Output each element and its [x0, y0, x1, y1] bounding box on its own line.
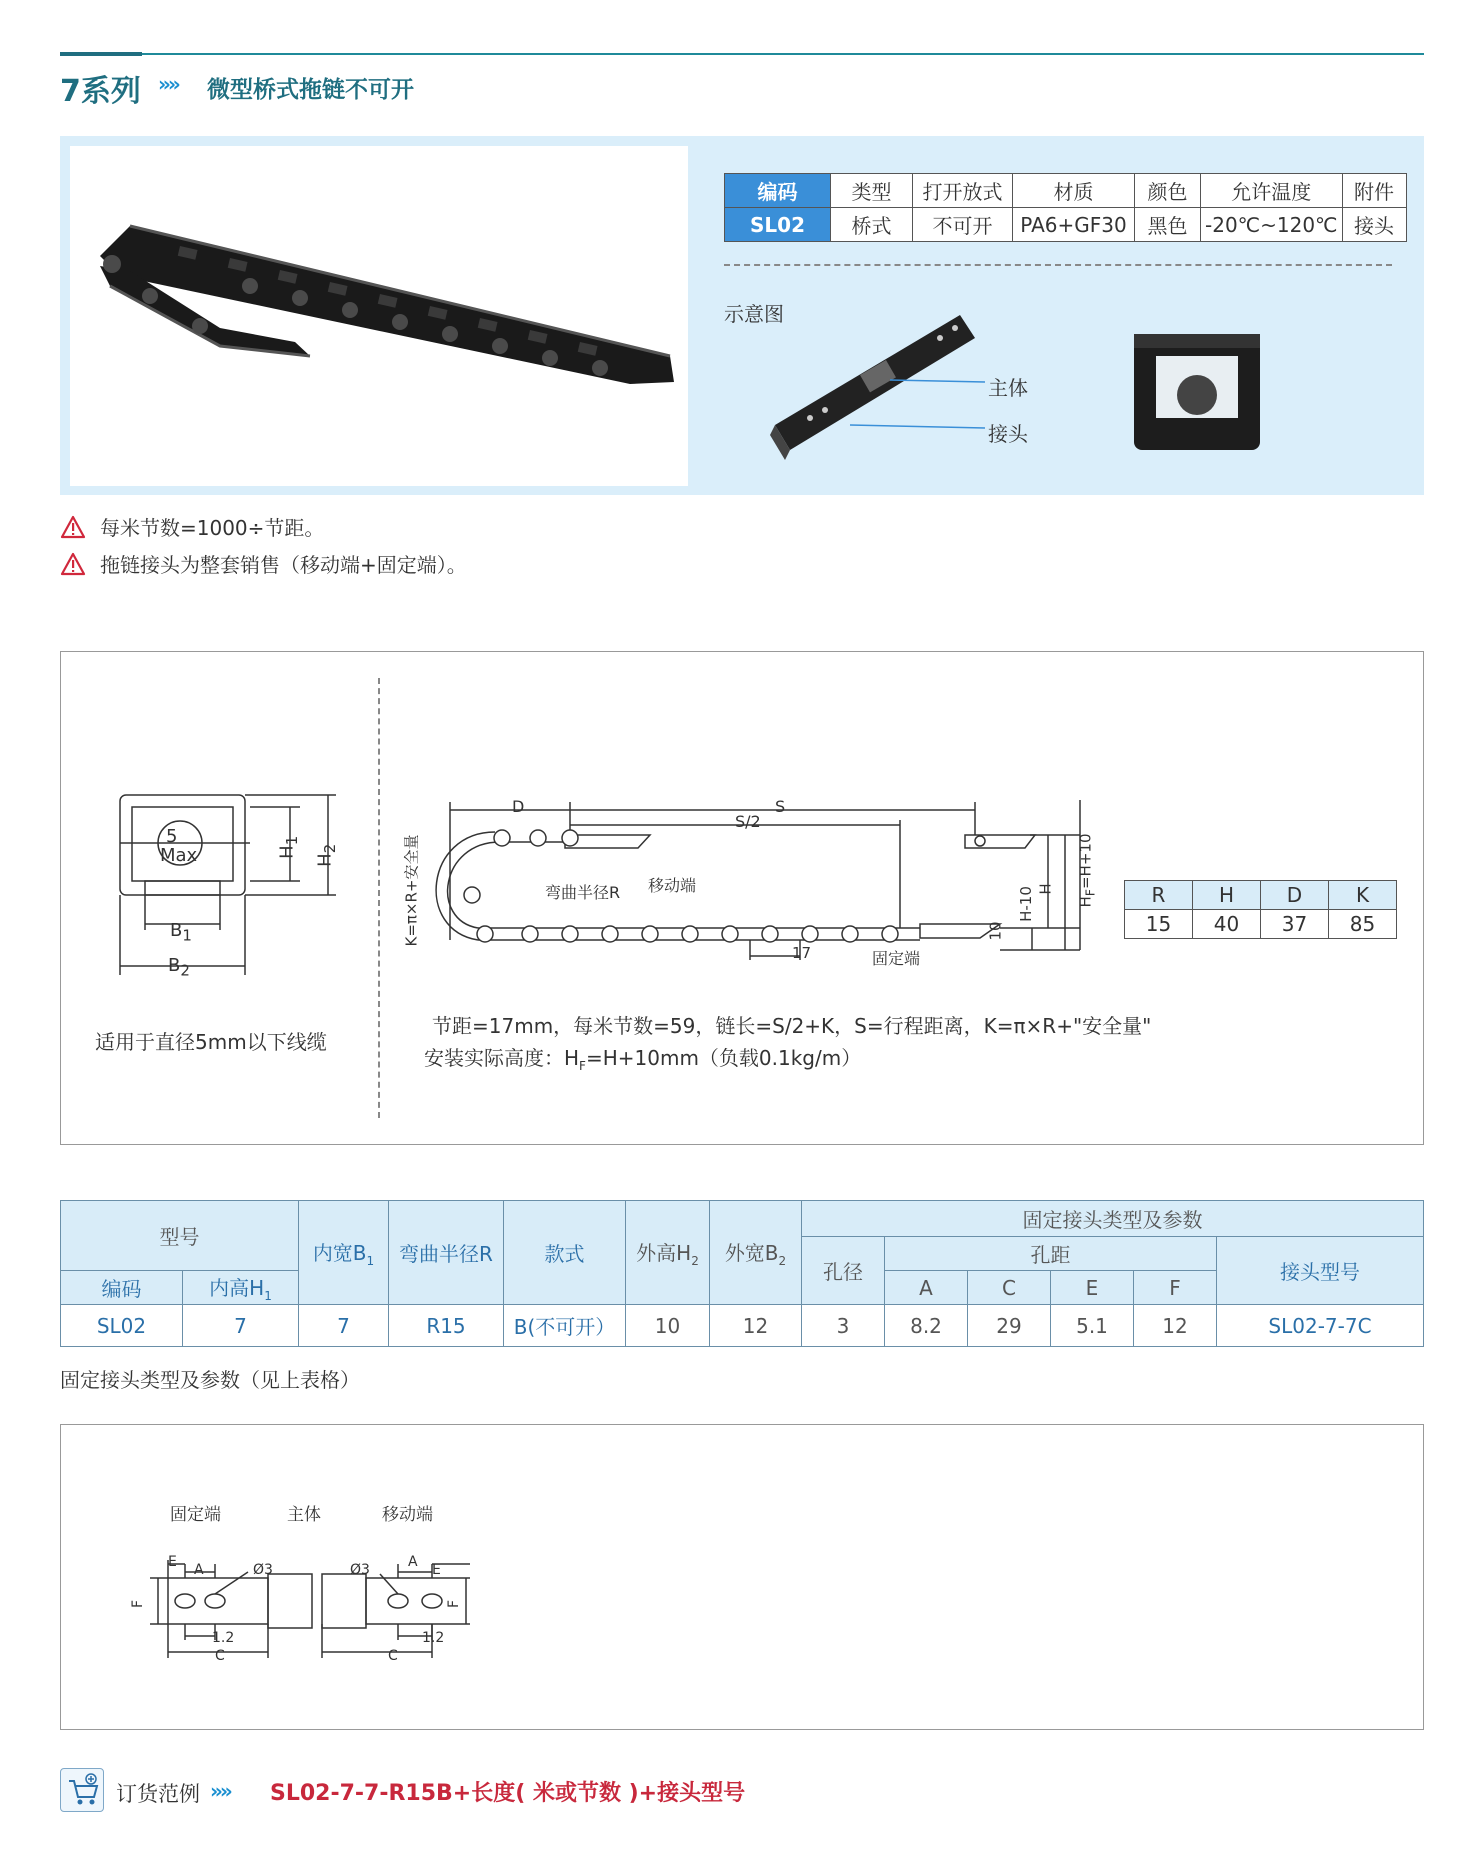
rhdk-header-r: R — [1125, 881, 1193, 910]
label-moving: 移动端 — [648, 876, 697, 895]
header-outer-width-main: 外宽B — [724, 1241, 779, 1265]
rhdk-value-r: 15 — [1125, 910, 1193, 939]
rhdk-value-h: 40 — [1193, 910, 1261, 939]
header-bend-radius: 弯曲半径R — [389, 1201, 504, 1305]
header-outer-height-sub: 2 — [691, 1254, 699, 1268]
label-phi3-left: Ø3 — [253, 1562, 273, 1578]
label-1-2-right: 1.2 — [422, 1630, 445, 1646]
label-phi3-right: Ø3 — [350, 1562, 370, 1578]
model-table-header-row-1 — [61, 1201, 1424, 1237]
label-h-10: H-10 — [1016, 886, 1035, 922]
label-k: K=π×R+安全量 — [402, 834, 421, 947]
joint-drawing — [130, 1540, 470, 1680]
cell-outer-height: 10 — [626, 1305, 710, 1347]
formula-height — [424, 1042, 861, 1073]
label-e-right: E — [432, 1562, 441, 1578]
diagram-divider — [378, 678, 380, 1118]
series-title: 7系列 — [60, 74, 141, 109]
label-a-left: A — [194, 1562, 204, 1578]
label-d: D — [512, 797, 525, 816]
label-b2 — [168, 955, 190, 980]
header-inner-width-sub: 1 — [366, 1254, 375, 1268]
header-hole-dia: 孔径 — [802, 1237, 885, 1305]
label-e-left: E — [168, 1554, 177, 1570]
chevrons-icon: »» — [158, 72, 178, 96]
label-b2-sub: 2 — [180, 961, 190, 980]
spec-header-temp: 允许温度 — [1201, 174, 1343, 208]
annotation-joint: 接头 — [988, 422, 1028, 446]
rhdk-header-d: D — [1261, 881, 1329, 910]
spec-table — [724, 173, 1407, 242]
max-label-num: 5 — [166, 826, 178, 847]
formula-pitch: 节距=17mm，每米节数=59，链长=S/2+K，S=行程距离，K=π×R+"安全量" — [432, 1014, 1152, 1038]
label-10: 10 — [986, 921, 1005, 941]
header-outer-height-main: 外高H — [636, 1241, 692, 1265]
rhdk-value-k: 85 — [1329, 910, 1397, 939]
header-rule — [142, 53, 1424, 55]
header-fixed-group: 固定接头类型及参数 — [802, 1201, 1424, 1237]
spec-value-color: 黑色 — [1135, 208, 1201, 242]
annotation-body: 主体 — [988, 376, 1028, 400]
label-b1 — [170, 920, 192, 945]
header-code: 编码 — [61, 1271, 183, 1305]
header-e: E — [1051, 1271, 1134, 1305]
header-outer-width-sub: 2 — [778, 1254, 787, 1268]
formula-height-pre: 安装实际高度：H — [424, 1046, 580, 1070]
rhdk-value-d: 37 — [1261, 910, 1329, 939]
cell-inner-width: 7 — [299, 1305, 389, 1347]
cell-code: SL02 — [61, 1305, 183, 1347]
rhdk-table — [1124, 880, 1397, 939]
label-hf — [1077, 834, 1098, 908]
spec-value-code: SL02 — [725, 208, 831, 242]
header-inner-height-main: 内高H — [209, 1276, 265, 1300]
label-bend: 弯曲半径R — [545, 883, 621, 902]
label-pitch: 17 — [792, 944, 812, 962]
header-inner-width-main: 内宽B — [312, 1241, 367, 1265]
table-row — [61, 1305, 1424, 1347]
cell-style: B(不可开） — [504, 1305, 626, 1347]
spec-header-code: 编码 — [725, 174, 831, 208]
header-hole-pitch: 孔距 — [885, 1237, 1217, 1271]
cable-chain-photo — [70, 146, 688, 486]
cell-a: 8.2 — [885, 1305, 968, 1347]
label-b1-main: B — [170, 920, 183, 941]
product-photo — [70, 146, 688, 486]
formula-height-sub: F — [579, 1059, 586, 1073]
cell-e: 5.1 — [1051, 1305, 1134, 1347]
header-joint-model: 接头型号 — [1217, 1237, 1424, 1305]
cell-f: 12 — [1134, 1305, 1217, 1347]
cart-icon — [60, 1768, 104, 1812]
label-f-left: F — [130, 1599, 147, 1609]
rhdk-header-k: K — [1329, 881, 1397, 910]
cell-inner-height: 7 — [183, 1305, 299, 1347]
label-b1-sub: 1 — [182, 926, 192, 945]
header-c: C — [968, 1271, 1051, 1305]
rhdk-header-row — [1125, 881, 1397, 910]
page-subtitle: 微型桥式拖链不可开 — [207, 77, 414, 103]
spec-value-type: 桥式 — [831, 208, 913, 242]
label-h1-sub: 1 — [282, 835, 301, 846]
label-b2-main: B — [168, 955, 181, 976]
dashed-divider — [724, 264, 1392, 266]
order-label: 订货范例 — [116, 1782, 200, 1806]
note-1 — [60, 512, 324, 541]
cell-hole-dia: 3 — [802, 1305, 885, 1347]
label-c-left: C — [215, 1648, 225, 1664]
header-inner-height-sub: 1 — [264, 1289, 272, 1303]
spec-value-open: 不可开 — [913, 208, 1013, 242]
rhdk-value-row — [1125, 910, 1397, 939]
label-1-2-left: 1.2 — [212, 1630, 235, 1646]
cell-joint-model: SL02-7-7C — [1217, 1305, 1424, 1347]
label-s2: S/2 — [735, 812, 761, 831]
spec-header-color: 颜色 — [1135, 174, 1201, 208]
label-h2-main: H — [314, 853, 336, 867]
schematic-label: 示意图 — [724, 302, 784, 326]
order-code: SL02-7-7-R15B+长度( 米或节数 )+接头型号 — [270, 1781, 746, 1806]
chevrons-icon: »» — [210, 1779, 230, 1803]
label-f-right: F — [446, 1599, 463, 1609]
label-h2 — [314, 844, 339, 867]
spec-value-material: PA6+GF30 — [1013, 208, 1135, 242]
header-outer-height — [626, 1201, 710, 1305]
header-inner-height — [183, 1271, 299, 1305]
table-caption: 固定接头类型及参数（见上表格） — [60, 1368, 360, 1392]
label-hf-sub: F — [1082, 889, 1098, 897]
cart-glyph — [61, 1769, 105, 1813]
section-photo — [1130, 330, 1264, 454]
label-h2-sub: 2 — [320, 843, 339, 854]
label-fixed: 固定端 — [872, 949, 921, 968]
header-accent-bar — [60, 52, 142, 56]
label-c-right: C — [388, 1648, 398, 1664]
header-a: A — [885, 1271, 968, 1305]
header-f: F — [1134, 1271, 1217, 1305]
warning-icon — [60, 552, 86, 576]
label-h1 — [276, 836, 301, 859]
spec-value-temp: -20℃~120℃ — [1201, 208, 1343, 242]
spec-header-type: 类型 — [831, 174, 913, 208]
header-model: 型号 — [61, 1201, 299, 1271]
note-2-text: 拖链接头为整套销售（移动端+固定端）。 — [100, 553, 467, 577]
label-hf-main: H — [1076, 896, 1095, 908]
label-hf-tail: =H+10 — [1076, 833, 1095, 890]
label-h: H — [1036, 883, 1055, 895]
cell-bend-radius: R15 — [389, 1305, 504, 1347]
label-fixed-end: 固定端 — [170, 1505, 221, 1525]
label-a-right: A — [408, 1554, 418, 1570]
warning-icon — [60, 515, 86, 539]
label-h1-main: H — [276, 845, 298, 859]
note-1-text: 每米节数=1000÷节距。 — [100, 516, 325, 540]
note-2 — [60, 549, 467, 578]
formula-height-post: =H+10mm（负载0.1kg/m） — [585, 1046, 862, 1070]
max-label-word: Max — [160, 845, 198, 866]
spec-header-open: 打开放式 — [913, 174, 1013, 208]
spec-header-material: 材质 — [1013, 174, 1135, 208]
cross-section-drawing — [100, 780, 360, 990]
spec-header-accessory: 附件 — [1342, 174, 1406, 208]
label-s: S — [775, 797, 786, 816]
label-body: 主体 — [287, 1505, 321, 1525]
header-outer-width — [710, 1201, 802, 1305]
section-caption: 适用于直径5mm以下线缆 — [95, 1030, 327, 1054]
spec-value-accessory: 接头 — [1342, 208, 1406, 242]
cell-c: 29 — [968, 1305, 1051, 1347]
cell-outer-width: 12 — [710, 1305, 802, 1347]
model-table — [60, 1200, 1424, 1347]
rhdk-header-h: H — [1193, 881, 1261, 910]
header-inner-width — [299, 1201, 389, 1305]
label-moving-end: 移动端 — [382, 1505, 433, 1525]
header-style: 款式 — [504, 1201, 626, 1305]
spec-value-row — [725, 208, 1407, 242]
spec-header-row — [725, 174, 1407, 208]
